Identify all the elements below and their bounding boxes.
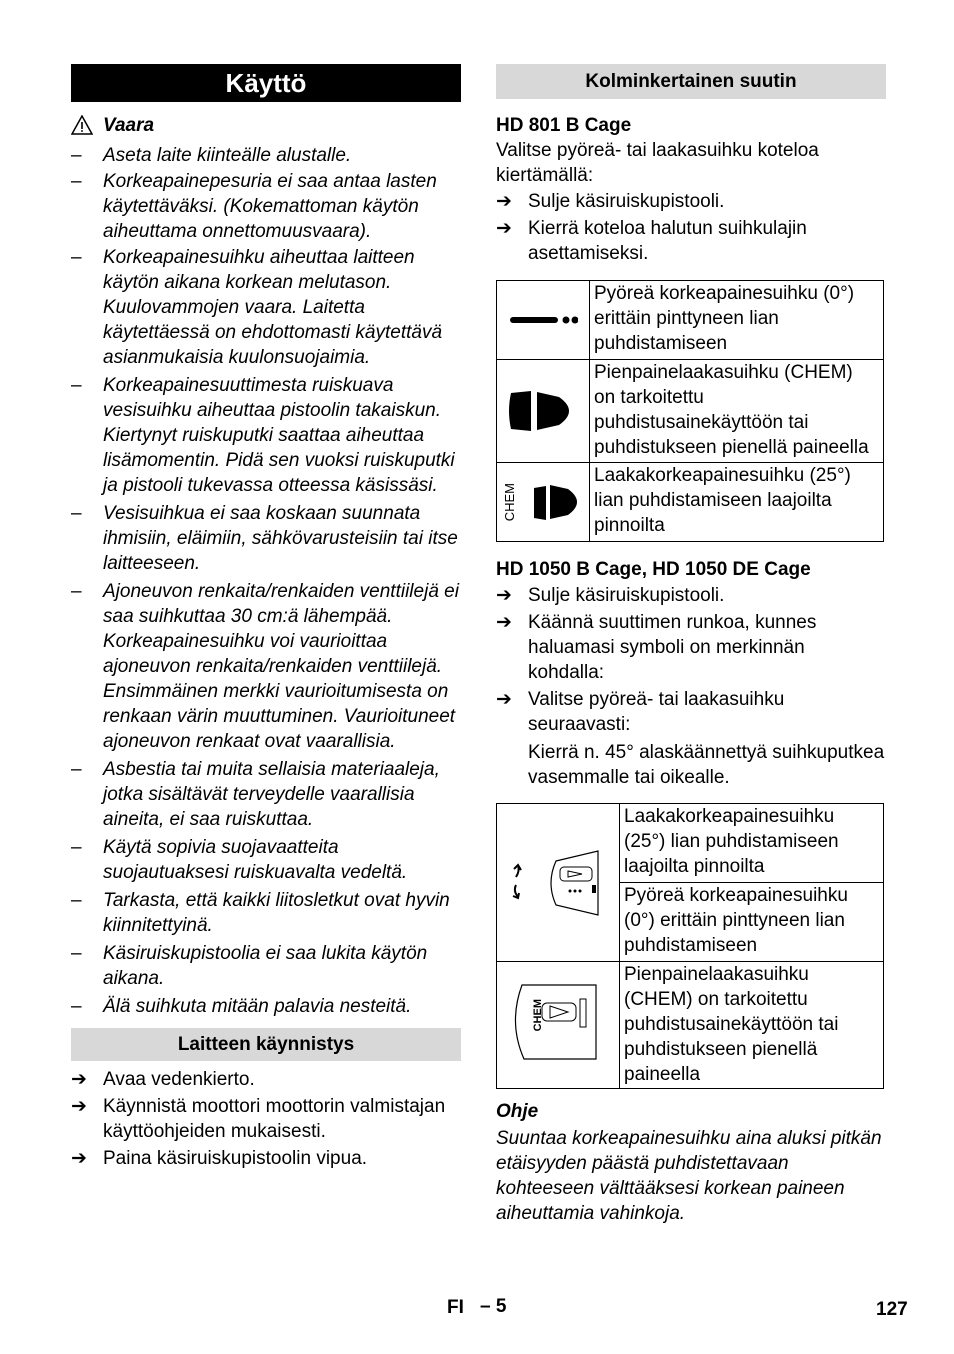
section-heading-kaytto: Käyttö (71, 64, 461, 102)
list-item: – Korkeapainepesuria ei saa antaa lasten käytettäväksi. (Kokemattoman käytön aiheuttama onnettomuusvaara). (71, 171, 437, 242)
chem-nozzle-icon (497, 962, 620, 1089)
page-number: 127 (876, 1299, 908, 1320)
start-steps (71, 1067, 461, 1171)
list-item: – Tarkasta, että kaikki liitosletkut ovat hyvin kiinnitettyinä. (71, 890, 450, 936)
list-item: – Käsiruiskupistoolia ei saa lukita käytön aikana. (71, 943, 428, 989)
subheading-hd801: HD 801 B Cage (496, 115, 632, 136)
section-heading-kolminkertainen-suutin: Kolminkertainen suutin (496, 64, 886, 99)
note-label: Ohje (496, 1101, 539, 1122)
arrow-right-icon: ➔ (496, 191, 512, 212)
nozzle-table-hd1050 (496, 803, 884, 1089)
step-item: ➔ Käännä suuttimen runkoa, kunnes haluamasi symboli on merkinnän kohdalla: (496, 612, 817, 683)
arrow-right-icon: ➔ (71, 1096, 87, 1117)
list-item: – Korkeapainesuuttimesta ruiskuava vesisuihku aiheuttaa pistoolin takaiskun. Kiertynyt ruiskuputki saattaa aiheuttaa lisämomentin. Pidä sen vuoksi ruiskuputki ja pistooli tukevassa otteessa käsissäsi. (71, 375, 455, 496)
flat-jet-25-icon (497, 463, 590, 542)
table-cell: Laakakorkeapainesuihku (25°) lian puhdistamiseen laajoilta pinnoilta (590, 463, 884, 542)
step-item: ➔ Sulje käsiruiskupistooli. (496, 191, 725, 212)
table-row (497, 281, 884, 360)
arrow-right-icon: ➔ (496, 585, 512, 606)
chem-label: CHEM (502, 482, 517, 522)
danger-heading (71, 113, 461, 137)
warning-triangle-icon (71, 115, 103, 135)
table-row (497, 962, 884, 1089)
subheading-hd1050: HD 1050 B Cage, HD 1050 DE Cage (496, 559, 811, 580)
table-row (497, 804, 884, 883)
step-item: ➔ Sulje käsiruiskupistooli. (496, 585, 725, 606)
footer-section: – 5 (480, 1296, 507, 1317)
arrow-right-icon: ➔ (496, 689, 512, 710)
nozzle-rotate-icon (497, 804, 620, 962)
list-item: – Käytä sopivia suojavaatteita suojautuaksesi ruiskuavalta vedeltä. (71, 837, 408, 883)
step-item: ➔ Käynnistä moottori moottorin valmistajan käyttöohjeiden mukaisesti. (71, 1096, 446, 1142)
left-column (71, 64, 461, 1171)
list-item: – Korkeapainesuihku aiheuttaa laitteen käytön aikana korkean melutason. Kuulovammojen vaara. Laitetta käytettäessä on ehdottomasti käytettävä asianmukaisia kuulonsuojaimia. (71, 247, 443, 368)
list-item: – Asbestia tai muita sellaisia materiaaleja, jotka sisältävät terveydelle vaarallisia aineita, ei saa ruiskuttaa. (71, 759, 440, 830)
table-cell: Pienpainelaakasuihku (CHEM) on tarkoitettu puhdistusainekäyttöön tai puhdistukseen pienellä paineella (590, 360, 884, 463)
low-pressure-flat-jet-icon (497, 360, 590, 463)
right-column (496, 64, 886, 1226)
table-cell: Pyöreä korkeapainesuihku (0°) erittäin pinttyneen lian puhdistamiseen (620, 883, 884, 962)
table-cell: Pyöreä korkeapainesuihku (0°) erittäin pinttyneen lian puhdistamiseen (590, 281, 884, 360)
step-item: ➔ Valitse pyöreä- tai laakasuihku seuraavasti: (496, 689, 785, 735)
table-cell: Laakakorkeapainesuihku (25°) lian puhdistamiseen laajoilta pinnoilta (620, 804, 884, 883)
table-row (497, 463, 884, 542)
list-item: – Aseta laite kiinteälle alustalle. (71, 145, 352, 166)
hd1050-note: Kierrä n. 45° alaskäännettyä suihkuputkea vasemmalle tai oikealle. (528, 742, 885, 788)
hd801-intro: Valitse pyöreä- tai laakasuihku koteloa kiertämällä: (496, 140, 819, 186)
arrow-right-icon: ➔ (496, 612, 512, 633)
arrow-right-icon: ➔ (71, 1148, 87, 1169)
list-item: – Älä suihkuta mitään palavia nesteitä. (71, 996, 412, 1017)
arrow-right-icon: ➔ (71, 1069, 87, 1090)
step-item: ➔ Paina käsiruiskupistoolin vipua. (71, 1148, 368, 1169)
section-heading-laitteen-kaynnistys: Laitteen käynnistys (71, 1028, 461, 1061)
footer-language: FI (447, 1297, 464, 1318)
chem-label: CHEM (532, 999, 544, 1032)
table-row (497, 360, 884, 463)
step-item: ➔ Kierrä koteloa halutun suihkulajin asettamiseksi. (496, 218, 807, 264)
list-item: – Ajoneuvon renkaita/renkaiden venttiilejä ei saa suihkuttaa 30 cm:ä lähempää. Korkeapainesuihku voi vaurioittaa ajoneuvon renkaita/renkaiden venttiilejä. Ensimmäinen merkki vaurioitumisesta on renkaan värin muuttuminen. Vaurioituneet ajoneuvon renkaat ovat vaarallisia. (71, 581, 459, 752)
nozzle-table-hd801 (496, 280, 884, 542)
danger-list (71, 143, 461, 1019)
round-jet-icon (497, 281, 590, 360)
arrow-right-icon: ➔ (496, 218, 512, 239)
danger-label: Vaara (103, 114, 155, 136)
note-text: Suuntaa korkeapainesuihku aina aluksi pitkän etäisyyden päästä puhdistettavaan kohteeseen välttääksesi korkean paineen aiheuttamia vahinkoja. (496, 1128, 882, 1224)
list-item: – Vesisuihkua ei saa koskaan suunnata ihmisiin, eläimiin, sähkövarusteisiin tai itse laitteeseen. (71, 503, 458, 574)
step-item: ➔ Avaa vedenkierto. (71, 1069, 255, 1090)
table-cell: Pienpainelaakasuihku (CHEM) on tarkoitettu puhdistusainekäyttöön tai puhdistukseen pienellä paineella (620, 962, 884, 1089)
